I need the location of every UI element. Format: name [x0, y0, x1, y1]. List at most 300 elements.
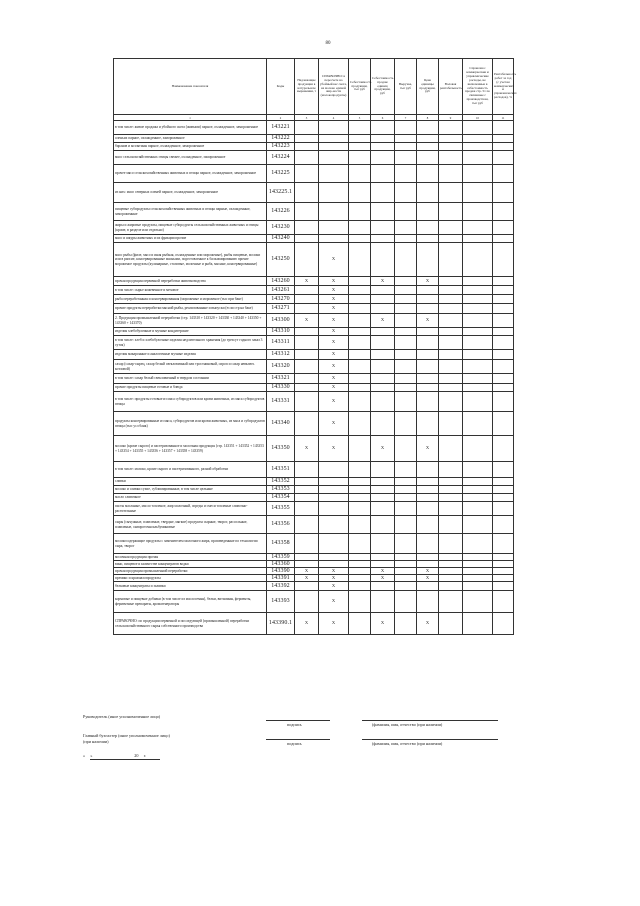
table-row — [114, 384, 514, 392]
value-cell: X — [371, 314, 395, 328]
value-cell — [395, 502, 417, 516]
row-code: 143340 — [267, 412, 295, 436]
value-cell — [395, 374, 417, 384]
table-row — [114, 350, 514, 360]
value-cell: X — [417, 568, 439, 575]
table-row — [114, 336, 514, 350]
page-number: 80 — [325, 41, 331, 46]
value-cell — [395, 436, 417, 462]
table-row — [114, 314, 514, 328]
value-cell — [349, 121, 371, 135]
value-cell: X — [319, 582, 349, 591]
value-cell — [371, 478, 395, 486]
row-name: прочие продукты пищевые готовые и блюда — [114, 384, 267, 392]
row-name: белковые концентраты и заливки — [114, 582, 267, 591]
value-cell — [349, 143, 371, 151]
value-cell: X — [295, 436, 319, 462]
row-name: в том числе: сахар белый свекловичный в твердом состоянии — [114, 374, 267, 384]
value-cell — [349, 151, 371, 165]
value-cell — [349, 295, 371, 304]
value-cell — [395, 314, 417, 328]
value-cell: X — [319, 286, 349, 295]
value-cell — [493, 516, 514, 534]
value-cell — [371, 561, 395, 568]
row-name: кормовые и пищевые добавки (в том числе из маслосемян), белки, витамины, ферменты, ферментные препараты, аромагенераторы — [114, 591, 267, 613]
value-cell — [295, 486, 319, 494]
table-row — [114, 462, 514, 478]
value-cell — [439, 412, 463, 436]
value-cell — [349, 374, 371, 384]
value-cell — [439, 360, 463, 374]
value-cell — [349, 554, 371, 561]
value-cell: X — [319, 295, 349, 304]
value-cell — [493, 502, 514, 516]
value-cell — [493, 151, 514, 165]
value-cell — [417, 412, 439, 436]
value-cell — [319, 135, 349, 143]
head-name-caption: (фамилия, имя, отчество (при наличии) — [372, 722, 443, 727]
row-code: 143352 — [267, 478, 295, 486]
head-signature-caption: подпись — [287, 722, 302, 727]
row-name: в том числе: молоко, кроме сырого и пастеризованного, разной обработки — [114, 462, 267, 478]
value-cell — [371, 295, 395, 304]
value-cell — [463, 286, 493, 295]
value-cell — [463, 151, 493, 165]
value-cell — [395, 165, 417, 183]
value-cell — [371, 243, 395, 277]
value-cell — [463, 436, 493, 462]
accountant-signature-line — [266, 739, 330, 740]
value-cell — [417, 304, 439, 314]
value-cell — [349, 613, 371, 635]
value-cell — [463, 392, 493, 412]
value-cell — [395, 350, 417, 360]
row-code: 143330 — [267, 384, 295, 392]
row-code: 143351 — [267, 462, 295, 478]
value-cell — [371, 582, 395, 591]
value-cell — [349, 486, 371, 494]
value-cell — [493, 591, 514, 613]
table-row — [114, 568, 514, 575]
value-cell — [439, 392, 463, 412]
value-cell — [395, 582, 417, 591]
value-cell — [349, 243, 371, 277]
row-code: 143353 — [267, 486, 295, 494]
value-cell — [349, 203, 371, 221]
value-cell — [463, 221, 493, 235]
value-cell — [319, 143, 349, 151]
value-cell — [463, 277, 493, 286]
row-code: 143225.1 — [267, 183, 295, 203]
value-cell — [417, 582, 439, 591]
value-cell — [295, 183, 319, 203]
value-cell — [493, 568, 514, 575]
accountant-subtitle: (при наличии) — [83, 739, 109, 744]
value-cell — [417, 295, 439, 304]
table-row — [114, 613, 514, 635]
value-cell — [463, 412, 493, 436]
value-cell — [493, 314, 514, 328]
value-cell — [439, 516, 463, 534]
row-name: в том числе: продукты готовые из мяса субпродуктов или крови животных, из мяса субпродуктов птицы — [114, 392, 267, 412]
row-code: 143222 — [267, 135, 295, 143]
column-number: 2 — [267, 115, 295, 121]
table-row — [114, 328, 514, 336]
value-cell — [349, 221, 371, 235]
row-code: 143359 — [267, 554, 295, 561]
column-number: 1 — [114, 115, 267, 121]
header-cell: Справочно: коммерческие и управленческие расходы, не включенные в себестоимость продаж стр. 51 по связанные с производством, тыс руб — [463, 59, 493, 115]
row-code: 143391 — [267, 575, 295, 582]
value-cell — [463, 613, 493, 635]
value-cell — [349, 462, 371, 478]
row-name: изделия макаронные и аналогичные мучные изделия — [114, 350, 267, 360]
value-cell — [319, 516, 349, 534]
row-name: вино, пищевое и казачестве концентратов водки — [114, 561, 267, 568]
value-cell — [493, 582, 514, 591]
value-cell — [349, 478, 371, 486]
table-row — [114, 534, 514, 554]
value-cell — [439, 235, 463, 243]
head-signature-line — [266, 720, 330, 721]
value-cell — [349, 582, 371, 591]
value-cell — [319, 534, 349, 554]
value-cell — [493, 277, 514, 286]
value-cell — [295, 143, 319, 151]
header-cell: Цена единицы продукции, руб — [417, 59, 439, 115]
value-cell — [439, 143, 463, 151]
value-cell — [295, 221, 319, 235]
value-cell — [417, 392, 439, 412]
value-cell — [349, 235, 371, 243]
value-cell — [417, 243, 439, 277]
row-name: сливки — [114, 478, 267, 486]
value-cell — [417, 374, 439, 384]
row-name: 2. Продукция промышленной переработки (стр. 143310 + 143320 + 143330 + 143340 + 143350 + 143360 + 143370) — [114, 314, 267, 328]
value-cell — [349, 591, 371, 613]
row-code: 143226 — [267, 203, 295, 221]
value-cell — [493, 203, 514, 221]
value-cell — [349, 183, 371, 203]
value-cell — [371, 462, 395, 478]
table-row — [114, 478, 514, 486]
value-cell — [349, 304, 371, 314]
table-row — [114, 591, 514, 613]
value-cell — [295, 135, 319, 143]
table-row — [114, 360, 514, 374]
value-cell — [439, 286, 463, 295]
value-cell — [371, 350, 395, 360]
row-code: 143356 — [267, 516, 295, 534]
value-cell — [463, 336, 493, 350]
value-cell — [295, 502, 319, 516]
head-name-line — [362, 720, 498, 721]
value-cell — [395, 277, 417, 286]
production-table — [113, 58, 517, 635]
value-cell — [417, 235, 439, 243]
value-cell — [463, 374, 493, 384]
value-cell — [493, 374, 514, 384]
value-cell — [493, 304, 514, 314]
value-cell: X — [417, 613, 439, 635]
value-cell — [417, 221, 439, 235]
column-number: 10 — [463, 115, 493, 121]
row-code: 143360 — [267, 561, 295, 568]
value-cell — [395, 203, 417, 221]
accountant-name-line — [362, 739, 498, 740]
value-cell — [395, 286, 417, 295]
table-row — [114, 235, 514, 243]
value-cell — [417, 554, 439, 561]
value-cell — [439, 243, 463, 277]
table-row — [114, 151, 514, 165]
value-cell — [295, 165, 319, 183]
value-cell — [349, 336, 371, 350]
value-cell: X — [295, 314, 319, 328]
value-cell — [395, 613, 417, 635]
value-cell — [349, 494, 371, 502]
value-cell — [371, 412, 395, 436]
row-code: 143261 — [267, 286, 295, 295]
row-name: прочие продукты переработки мясной рыбы, реализованные и выпуски (если стр на баке) — [114, 304, 267, 314]
row-name: прочая продукция промышленной переработки — [114, 568, 267, 575]
value-cell: X — [417, 575, 439, 582]
table-row — [114, 203, 514, 221]
value-cell — [463, 494, 493, 502]
value-cell — [493, 360, 514, 374]
value-cell — [371, 516, 395, 534]
row-name: прочая продукция первичной переработки животноводства — [114, 277, 267, 286]
table-row — [114, 502, 514, 516]
value-cell — [463, 350, 493, 360]
value-cell — [395, 516, 417, 534]
column-number: 3 — [295, 115, 319, 121]
value-cell — [349, 436, 371, 462]
value-cell — [417, 502, 439, 516]
value-cell — [493, 336, 514, 350]
value-cell — [295, 384, 319, 392]
value-cell — [493, 243, 514, 277]
row-name: мясо рыбы (филе, мясо и иная рыбная, охлажденные или мороженые), рыбы пищевые, молоки или в рапсие, консервированные мясными, подготовленное к бальзамированию прочие мороженое продукты (кулинарные, столовые, молочные и рыба, мясные, консервированные) — [114, 243, 267, 277]
value-cell — [417, 462, 439, 478]
value-cell — [319, 151, 349, 165]
value-cell — [319, 486, 349, 494]
value-cell — [395, 554, 417, 561]
value-cell — [417, 151, 439, 165]
value-cell — [493, 221, 514, 235]
row-code: 143320 — [267, 360, 295, 374]
value-cell — [371, 591, 395, 613]
value-cell — [319, 165, 349, 183]
value-cell — [395, 591, 417, 613]
value-cell — [371, 392, 395, 412]
value-cell — [439, 436, 463, 462]
value-cell — [493, 561, 514, 568]
table-row — [114, 516, 514, 534]
value-cell: X — [417, 436, 439, 462]
row-code: 143223 — [267, 143, 295, 151]
value-cell — [417, 516, 439, 534]
value-cell — [371, 143, 395, 151]
value-cell — [463, 314, 493, 328]
value-cell — [295, 235, 319, 243]
row-code: 143271 — [267, 304, 295, 314]
row-code: 143250 — [267, 243, 295, 277]
value-cell — [439, 478, 463, 486]
value-cell: X — [295, 575, 319, 582]
value-cell — [295, 295, 319, 304]
value-cell: X — [319, 336, 349, 350]
table-row — [114, 243, 514, 277]
value-cell — [463, 486, 493, 494]
value-cell — [439, 561, 463, 568]
row-code: 143311 — [267, 336, 295, 350]
row-name: молокосодержащие продукты с заменителем молочного жира, произведенные по технологии сыра, творог — [114, 534, 267, 554]
value-cell: X — [319, 575, 349, 582]
value-cell — [395, 304, 417, 314]
value-cell — [349, 286, 371, 295]
value-cell — [349, 568, 371, 575]
table-row — [114, 374, 514, 384]
row-name: пищевые субпродукты сельскохозяйственных животных и птицы парные, охлажденные, замороженные — [114, 203, 267, 221]
value-cell — [439, 613, 463, 635]
header-cell: Коды — [267, 59, 295, 115]
value-cell — [295, 360, 319, 374]
value-cell — [295, 328, 319, 336]
value-cell — [319, 183, 349, 203]
value-cell: X — [371, 575, 395, 582]
value-cell — [349, 328, 371, 336]
value-cell — [371, 304, 395, 314]
value-cell — [395, 328, 417, 336]
value-cell — [371, 121, 395, 135]
value-cell — [349, 135, 371, 143]
value-cell — [439, 135, 463, 143]
value-cell — [439, 374, 463, 384]
value-cell — [349, 360, 371, 374]
accountant-signature-caption: подпись — [287, 741, 302, 746]
table-row — [114, 121, 514, 135]
row-code: 143393 — [267, 591, 295, 613]
value-cell — [371, 286, 395, 295]
value-cell — [371, 135, 395, 143]
value-cell — [319, 561, 349, 568]
value-cell: X — [319, 392, 349, 412]
header-cell: Себестоимость продаж единиц продукции, руб — [371, 59, 395, 115]
table-row — [114, 135, 514, 143]
value-cell — [395, 486, 417, 494]
table-row — [114, 143, 514, 151]
accountant-title: Главный бухгалтер (иное уполномоченное лицо) — [83, 733, 170, 738]
value-cell: X — [319, 613, 349, 635]
row-code: 143270 — [267, 295, 295, 304]
row-name: рыба переработанная и консервированная (мороженые и мороженое (тыс при бант) — [114, 295, 267, 304]
row-code: 143321 — [267, 374, 295, 384]
value-cell — [295, 392, 319, 412]
value-cell — [395, 568, 417, 575]
value-cell — [439, 336, 463, 350]
value-cell — [493, 328, 514, 336]
value-cell — [295, 350, 319, 360]
value-cell — [417, 486, 439, 494]
value-cell — [395, 478, 417, 486]
table-row — [114, 221, 514, 235]
value-cell — [463, 462, 493, 478]
value-cell: X — [319, 304, 349, 314]
value-cell — [439, 183, 463, 203]
table-body — [114, 121, 514, 635]
value-cell — [395, 534, 417, 554]
value-cell — [349, 561, 371, 568]
value-cell — [319, 203, 349, 221]
value-cell — [295, 203, 319, 221]
value-cell — [295, 591, 319, 613]
value-cell — [493, 534, 514, 554]
row-code: 143355 — [267, 502, 295, 516]
row-code: 143310 — [267, 328, 295, 336]
value-cell: X — [417, 314, 439, 328]
header-cell: Рентабельность работ за год (с учетом коммерческих и управленческих расходов), % — [493, 59, 514, 115]
row-name: жиры и жировые продукты, пищевые субпродукты сельскохозяйственных животных и птицы (кроме, в разделе или отдельно) — [114, 221, 267, 235]
value-cell — [439, 494, 463, 502]
value-cell: X — [319, 436, 349, 462]
value-cell — [395, 183, 417, 203]
value-cell — [371, 494, 395, 502]
value-cell — [395, 151, 417, 165]
value-cell — [439, 575, 463, 582]
value-cell — [493, 494, 514, 502]
value-cell — [395, 561, 417, 568]
value-cell — [463, 568, 493, 575]
row-name: мясо сельскохозяйственных птицы свежее, охлажденное, замороженное — [114, 151, 267, 165]
value-cell: X — [295, 568, 319, 575]
value-cell: X — [319, 350, 349, 360]
value-cell — [371, 235, 395, 243]
value-cell — [463, 165, 493, 183]
value-cell — [371, 336, 395, 350]
table-header-row — [114, 59, 514, 115]
value-cell — [319, 462, 349, 478]
value-cell — [463, 575, 493, 582]
table-row — [114, 165, 514, 183]
value-cell — [395, 143, 417, 151]
value-cell: X — [319, 384, 349, 392]
value-cell — [493, 295, 514, 304]
value-cell — [371, 183, 395, 203]
value-cell — [463, 384, 493, 392]
head-title: Руководитель (иное уполномоченное лицо) — [83, 714, 161, 719]
value-cell — [439, 591, 463, 613]
row-name: мясо и шкуры животных и их фракции прочие — [114, 235, 267, 243]
value-cell: X — [371, 568, 395, 575]
accountant-name-caption: (фамилия, имя, отчество (при наличии) — [372, 741, 443, 746]
value-cell — [295, 243, 319, 277]
table-row — [114, 554, 514, 561]
value-cell — [439, 203, 463, 221]
row-code: 143354 — [267, 494, 295, 502]
value-cell — [463, 143, 493, 151]
value-cell — [463, 328, 493, 336]
value-cell — [439, 534, 463, 554]
value-cell — [463, 591, 493, 613]
value-cell — [349, 277, 371, 286]
value-cell — [493, 478, 514, 486]
value-cell — [295, 121, 319, 135]
value-cell — [319, 235, 349, 243]
value-cell: X — [319, 568, 349, 575]
value-cell — [493, 486, 514, 494]
value-cell — [349, 350, 371, 360]
